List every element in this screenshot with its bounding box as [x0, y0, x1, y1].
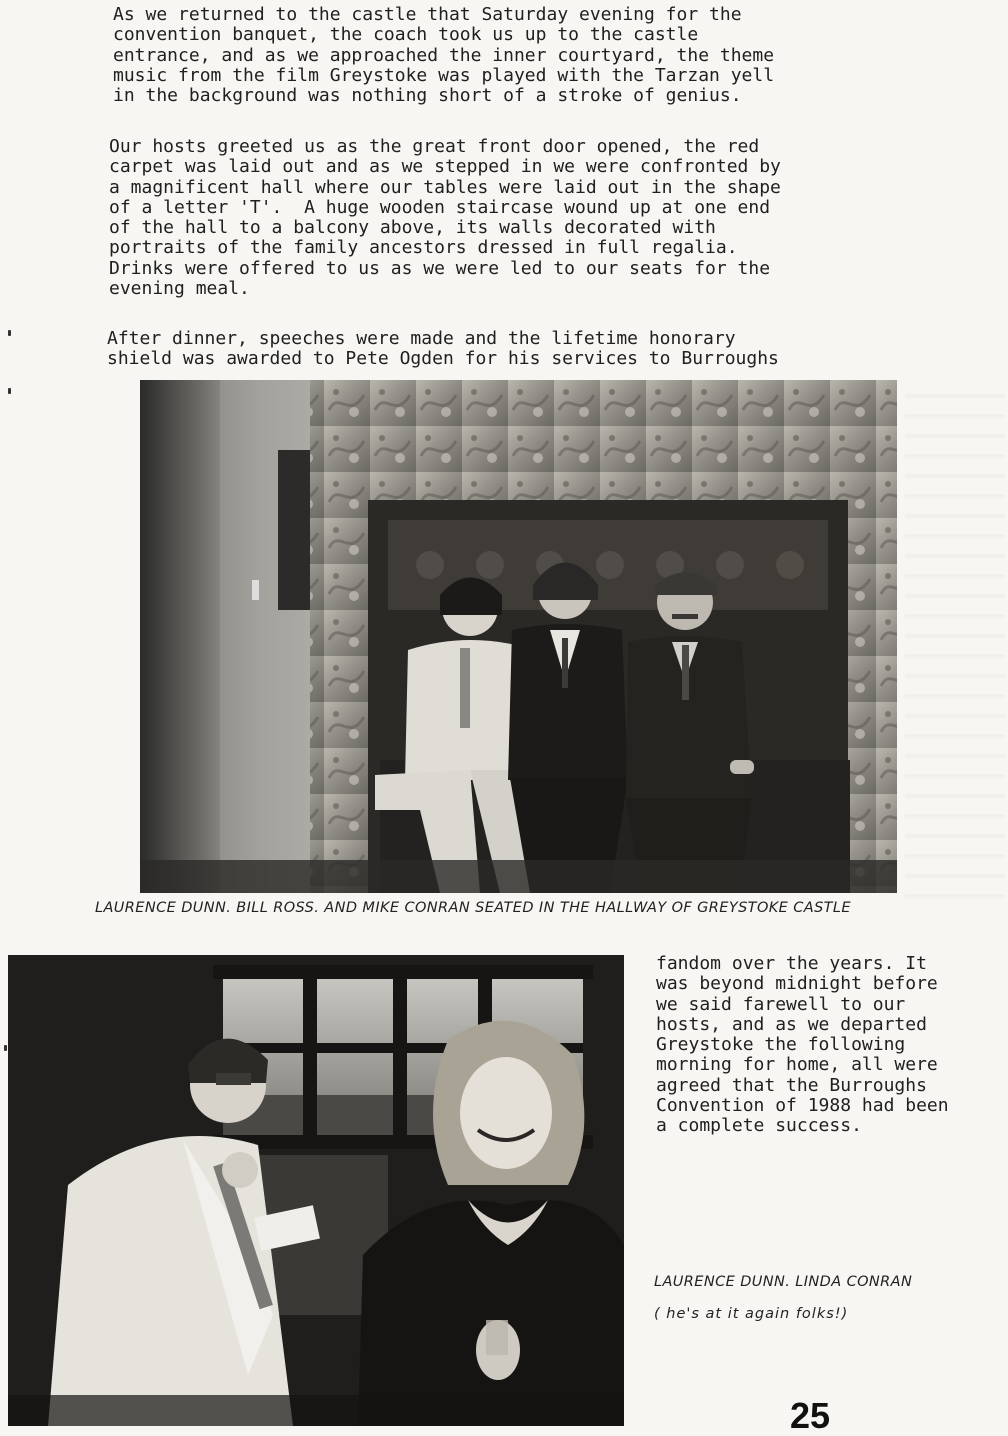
paragraph-1 — [113, 5, 774, 106]
photo-2-caption-quip: ( he's at it again folks!) — [654, 1306, 849, 1322]
text-line: portraits of the family ancestors dressed in full regalia. — [109, 237, 738, 259]
text-line: we said farewell to our — [656, 993, 906, 1015]
text-line: morning for home, all were — [656, 1054, 938, 1076]
page-number: 25 — [790, 1395, 831, 1436]
text-line: agreed that the Burroughs — [656, 1074, 927, 1096]
text-line: evening meal. — [109, 278, 250, 300]
text-line: hosts, and as we departed — [656, 1013, 927, 1035]
text-line: Our hosts greeted us as the great front door opened, the red — [109, 136, 760, 157]
text-line: Drinks were offered to us as we were led to our seats for the — [109, 257, 771, 279]
photo-2-caption-names: LAURENCE DUNN. LINDA CONRAN — [654, 1274, 913, 1290]
text-line: of a letter 'T'. A huge wooden staircase wound up at one end — [109, 196, 771, 218]
text-line: entrance, and as we approached the inner courtyard, the theme — [113, 44, 775, 66]
text-line: convention banquet, the coach took us up to the castle — [113, 24, 699, 46]
paragraph-3 — [107, 329, 779, 370]
text-line: Convention of 1988 had been — [656, 1095, 949, 1117]
photo-1-caption: LAURENCE DUNN. BILL ROSS. AND MIKE CONRAN SEATED IN THE HALLWAY OF GREYSTOKE CASTLE — [95, 900, 851, 916]
binding-mark — [8, 330, 11, 336]
photo-hallway-illustration — [140, 380, 897, 893]
photo-hallway — [140, 380, 897, 893]
text-line: fandom over the years. It — [656, 953, 927, 974]
paragraph-4 — [656, 954, 949, 1137]
binding-mark — [4, 1045, 7, 1051]
photo-party-illustration — [8, 955, 624, 1426]
photo-party — [8, 955, 624, 1426]
text-line: shield was awarded to Pete Ogden for his services to Burroughs — [107, 348, 779, 370]
text-line: a magnificent hall where our tables were laid out in the shape — [109, 176, 781, 198]
text-line: was beyond midnight before — [656, 973, 938, 995]
text-line: a complete success. — [656, 1115, 862, 1137]
text-line: As we returned to the castle that Saturday evening for the — [113, 4, 742, 25]
text-line: of the hall to a balcony above, its walls decorated with — [109, 217, 716, 239]
text-line: music from the film Greystoke was played with the Tarzan yell — [113, 64, 775, 86]
text-line: Greystoke the following — [656, 1034, 906, 1056]
text-line: in the background was nothing short of a stroke of genius. — [113, 85, 742, 107]
show-through-texture — [905, 380, 1005, 900]
text-line: carpet was laid out and as we stepped in we were confronted by — [109, 156, 781, 178]
paragraph-2 — [109, 137, 781, 299]
binding-mark — [8, 388, 11, 394]
text-line: After dinner, speeches were made and the lifetime honorary — [107, 328, 736, 349]
